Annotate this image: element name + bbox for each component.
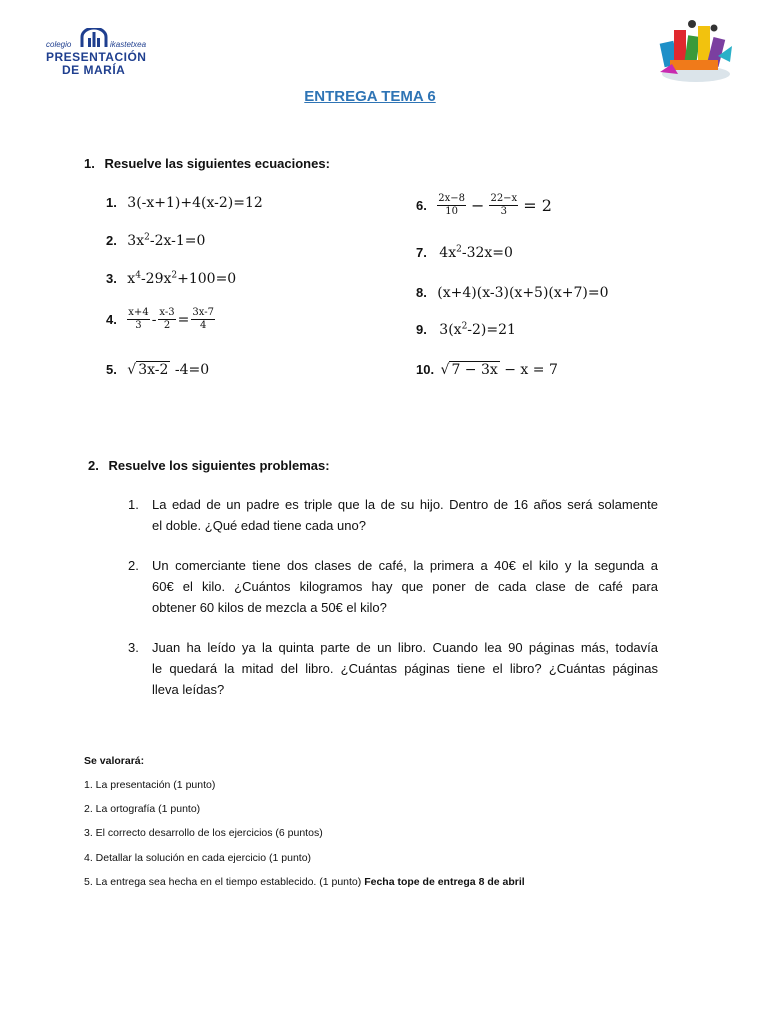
equation-1: 1. 3(-x+1)+4(x-2)=12 — [106, 195, 263, 211]
equation-9: 9. $3(x^2-2)=21$ — [416, 321, 516, 338]
deadline-text: Fecha tope de entrega 8 de abril — [364, 876, 525, 888]
equation-6: 6. $\frac{2x-8}{10}$ − $\frac{22-x}{3}$ = 2 — [416, 193, 552, 217]
equation-3: 3. $x^4-29x^2+100=0$ — [106, 270, 237, 287]
page-title: ENTREGA TEMA 6 — [304, 88, 436, 105]
equation-4: 4. $\frac{x+4}{3}$ - $\frac{x-3}{2}$ = $\frac{3x-7}{4}$ — [106, 307, 214, 331]
problem-3: 3. Juan ha leído ya la quinta parte de un libro. Cuando lea 90 páginas más, todavía le quedará la mitad del libro. ¿Cuántas páginas tiene el libro? ¿Cuántas páginas lleva leídas? — [128, 640, 658, 697]
criteria-item-4: 4. Detallar la solución en cada ejercicio (1 punto) — [84, 852, 312, 864]
school-logo — [44, 28, 164, 76]
equation-7: 7. $4x^2-32x=0$ — [416, 244, 513, 261]
logo-colegio: colegio — [46, 40, 72, 49]
problem-1: 1. La edad de un padre es triple que la de su hijo. Dentro de 16 años será solamente el doble. ¿Qué edad tiene cada uno? — [128, 497, 658, 533]
logo-ikastetxea: ikastetxea — [110, 40, 147, 49]
logo-arch-icon — [80, 28, 108, 48]
criteria-title: Se valorará: — [84, 755, 145, 767]
problem-2: 2. Un comerciante tiene dos clases de café, la primera a 40€ el kilo y la segunda a 60€ el kilo. ¿Cuántos kilogramos hay que poner de cada clase de café para obtener 60 kilos de mezcla a 50€ el kilo? — [128, 558, 658, 615]
criteria-item-2: 2. La ortografía (1 punto) — [84, 803, 201, 815]
criteria-item-5: 5. La entrega sea hecha en el tiempo establecido. (1 punto) Fecha tope de entrega 8 de abril — [84, 876, 525, 888]
criteria-item-1: 1. La presentación (1 punto) — [84, 779, 216, 791]
equation-2: 2. $3x^2-2x-1=0$ — [106, 232, 206, 249]
equation-10: 10. √ 7 − 3x − x = 7 — [416, 362, 558, 378]
equation-5: 5. √ 3x-2 -4=0 — [106, 362, 210, 378]
section2-heading: 2. Resuelve los siguientes problemas: — [88, 458, 330, 473]
logo-de-maria: DE MARÍA — [62, 63, 126, 77]
equation-8: 8. (x+4)(x-3)(x+5)(x+7)=0 — [416, 285, 609, 301]
section1-heading: 1. Resuelve las siguientes ecuaciones: — [84, 156, 330, 171]
criteria-item-3: 3. El correcto desarrollo de los ejercicios (6 puntos) — [84, 827, 323, 839]
logo-presentacion: PRESENTACIÓN — [46, 50, 147, 64]
books-clipart-icon — [656, 16, 736, 84]
